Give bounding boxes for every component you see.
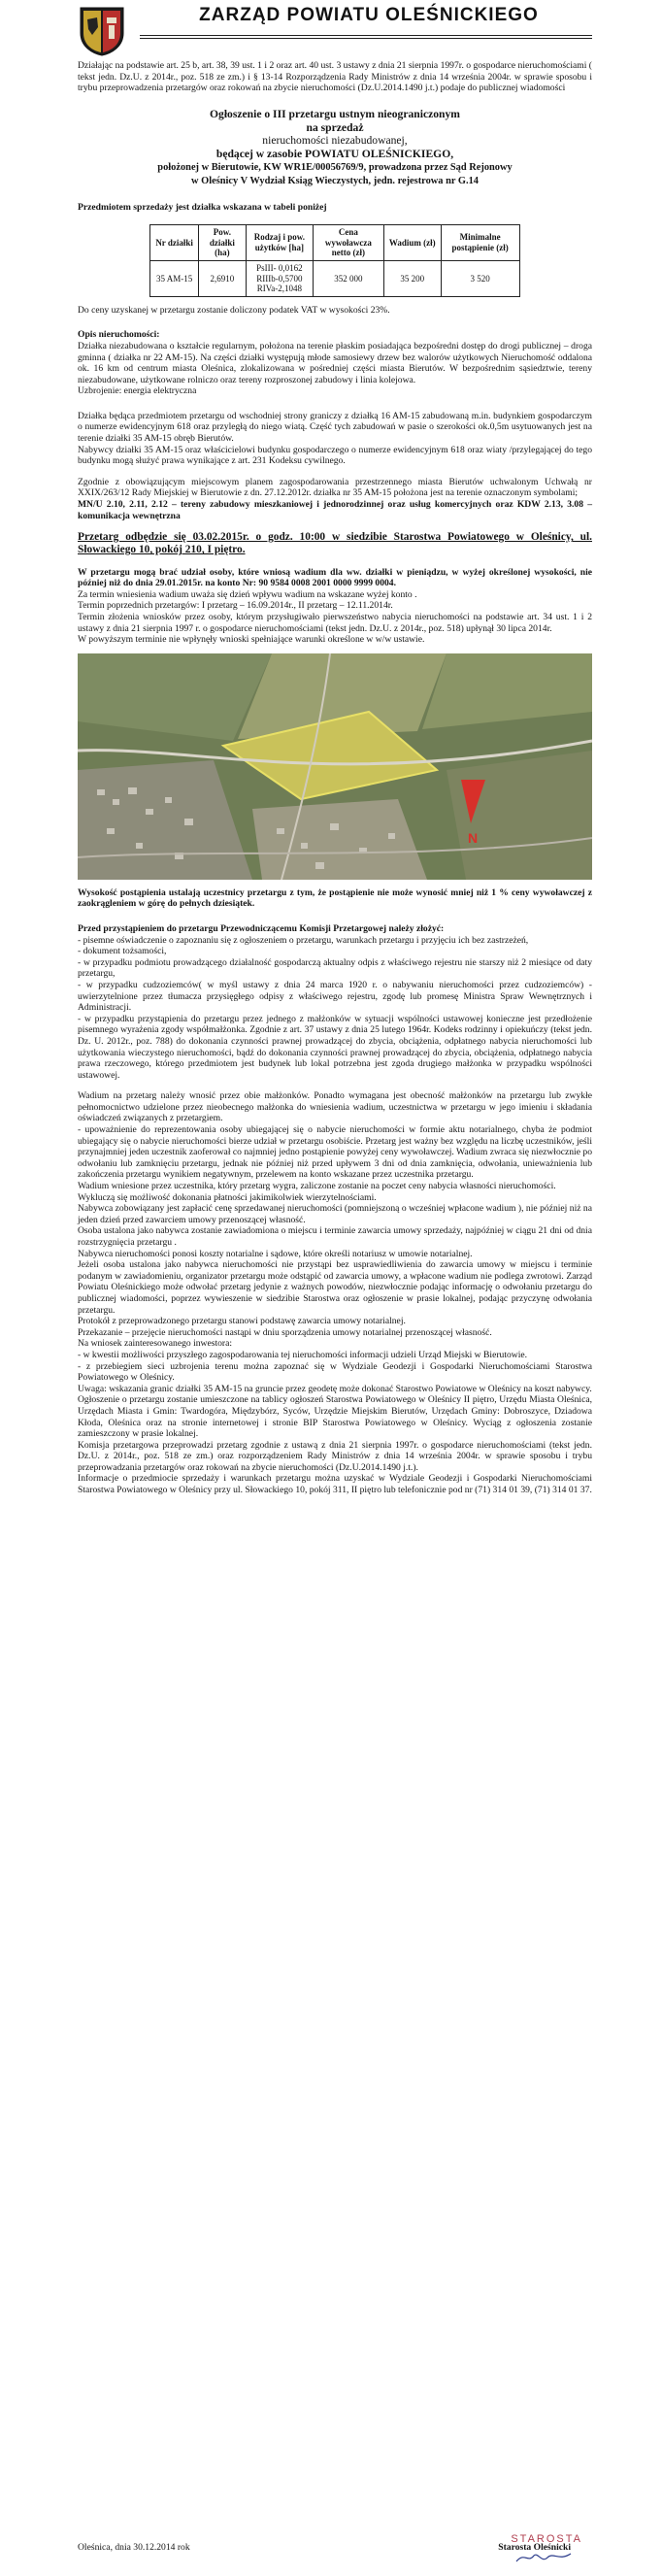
- priority-claims: Termin złożenia wniosków przez osoby, którym przysługiwało pierwszeństwo nabycia nieruchomości na podstawie art. 34 ust. 1 i 2 ustawy z dnia 21 sierpnia 1997 r. o gospodarce nieruchomościami (tekst jedn. Dz.U. z 2014r., poz. 518) upłynął 30 lipca 2014r.: [78, 612, 592, 634]
- documents-heading: Przed przystąpieniem do przetargu Przewodniczącemu Komisji Przetargowej należy złożyć:: [78, 922, 445, 934]
- table-header-cell: Wadium (zł): [383, 225, 441, 261]
- header-title: ZARZĄD POWIATU OLEŚNICKIEGO: [199, 5, 539, 25]
- rule-paragraph: Informacje o przedmiocie sprzedaży i warunkach przetargu można uzyskać w Wydziale Geodezji i Gospodarki Nieruchomościami Starostwa Powiatowego w Oleśnicy przy ul. Słowackiego 10, pokój 311, II piętro lub telefonicznie pod nr (71) 314 01 39, (71) 314 01 37.: [78, 1473, 592, 1496]
- rule-paragraph: Komisja przetargowa przeprowadzi przetarg zgodnie z ustawą z dnia 21 sierpnia 1997r. o gospodarce nieruchomościami (tekst jedn. Dz.U. z 2014r., poz. 518 ze zm.) oraz rozporządzeniem Rady Ministrów z dnia 14 września 2004r. w sprawie sposobu i trybu przeprowadzania przetargów oraz rokowań na zbycie nieruchomości (Dz.U.2014.1490 j.t.).: [78, 1439, 592, 1473]
- zoning-plan: Zgodnie z obowiązującym miejscowym planem zagospodarowania przestrzennego miasta Bierutów uchwalonym Uchwałą nr XXIX/263/12 Rady Miejskiej w Bierutowie z dn. 27.12.2012r. działka nr 35 AM-15 położona jest na terenie oznaczonym symbolami;: [78, 476, 592, 499]
- vat-note: Do ceny uzyskanej w przetargu zostanie doliczony podatek VAT w wysokości 23%.: [78, 304, 390, 316]
- rule-paragraph: Protokół z przeprowadzonego przetargu stanowi podstawę zawarcia umowy notarialnej.: [78, 1316, 406, 1327]
- rule-paragraph: - z przebiegiem sieci uzbrojenia terenu można zapoznać się w Wydziale Geodezji i Gospodarki Nieruchomościami Starostwa Powiatowego w Oleśnicy.: [78, 1360, 592, 1384]
- bid-step: Wysokość postąpienia ustalają uczestnicy przetargu z tym, że postąpienie nie może wynosić mniej niż 1 % ceny wywoławczej z zaokrągleniem w górę do pełnych dziesiątek.: [78, 887, 592, 910]
- rule-paragraph: Wadium na przetarg należy wnosić przez obie małżonków. Ponadto wymagana jest obecność małżonków na przetargu lub zwykłe pełnomocnictwo udzielone przez nieobecnego małżonka do wniesienia wadium, uczestnictwa w przetargu w jego imieniu i składania oświadczeń związanych z przetargiem.: [78, 1090, 592, 1124]
- document-footer: [78, 2533, 592, 2567]
- header-divider: [140, 35, 592, 36]
- plot-uses: [246, 260, 313, 296]
- previous-auctions: Termin poprzednich przetargów: I przetarg – 16.09.2014r., II przetarg – 12.11.2014r.: [78, 600, 393, 612]
- rule-paragraph: Na wniosek zainteresowanego inwestora:: [78, 1338, 233, 1350]
- rule-paragraph: Osoba ustalona jako nabywca zostanie zawiadomiona o miejscu i terminie zawarcia umowy sprzedaży, najpóźniej w ciągu 21 dni od dnia rozstrzygnięcia przetargu .: [78, 1225, 592, 1248]
- list-item: - w przypadku przystąpienia do przetargu przez jednego z małżonków w sytuacji wspólności ustawowej konieczne jest przedłożenie pisemnego wyrażenia zgody współmałżonka. Zgodnie z art. 37 ustawy z dnia 25 lutego 1964r. Kodeks rodzinny i opiekuńczy (tekst jedn. Dz. U. 2012r., poz. 788) do dokonania czynności prawnej prowadzącej do zbycia, obciążenia, odpłatnego nabycia nieruchomości lub użytkowania wieczystego nieruchomości, bądź do dokonania czynności prawnej prowadzącej do zbycia, obciążenia, odpłatnego nabycia prawa rzeczowego, którego przedmiotem jest budynek lub lokal potrzebna jest zgoda drugiego małżonka w przypadku wspólności ustawowej.: [78, 1013, 592, 1081]
- table-header-row: [150, 225, 519, 261]
- announcement-line: będącej w zasobie POWIATU OLEŚNICKIEGO,: [215, 148, 454, 161]
- table-header-cell: Rodzaj i pow. użytków [ha]: [246, 225, 313, 261]
- subject-line: Przedmiotem sprzedaży jest działka wskazana w tabeli poniżej: [78, 201, 327, 213]
- zoning-symbols: MN/U 2.10, 2.11, 2.12 – tereny zabudowy mieszkaniowej i jednorodzinnej oraz usług komercyjnych oraz KDW 2.13, 3.08 – komunikacja wewnętrzna: [78, 499, 592, 521]
- description: Działka niezabudowana o kształcie regularnym, położona na terenie płaskim posiadająca bezpośredni dostęp do drogi publicznej – droga gminna ( działka nr 22 AM-15). Na części działki występują młode samosiewy drzew bez walorów użytkowych Nieruchomość oddalona ok. 16 km od centrum miasta Oleśnica, zlokalizowana w pośredniej części miasta Bierutów. W bezpośrednim sąsiedztwie, tereny niezabudowane, użytkowane rolniczo oraz tereny rozproszonej zabudowy i linia kolejowa.: [78, 340, 592, 385]
- rule-paragraph: Uwaga: wskazania granic działki 35 AM-15 na gruncie przez geodetę może dokonać Starostwo Powiatowe w Oleśnicy na koszt nabywcy.: [78, 1383, 592, 1394]
- legal-basis: Działając na podstawie art. 25 b, art. 38, 39 ust. 1 i 2 oraz art. 40 ust. 3 ustawy z dnia 21 sierpnia 1997r. o gospodarce nieruchomościami ( tekst jedn. Dz.U. z 2014r., poz. 518 ze zm.) i § 13-14 Rozporządzenia Rady Ministrów z dnia 14 września 2004r. w sprawie sposobu i trybu przeprowadzenia przetargów oraz rokowań na zbycie nieruchomości (Dz.U.2014.1490 j.t.) podaje do publicznej wiadomości: [78, 60, 592, 94]
- rule-paragraph: Ogłoszenie o przetargu zostanie umieszczone na tablicy ogłoszeń Starostwa Powiatowego w Oleśnicy II piętro, Urzędu Miasta Oleśnica, Urzędach Miasta i Gmin: Twardogóra, Międzybórz, Syców, Urzędzie Miejskim Bierutów, Urzędach Gminy: Dobroszyce, Dziadowa Kłoda, Oleśnica oraz na stronie internetowej i stronie BIP Starostwa Powiatowego w Oleśnicy. Wyciąg z ogłoszenia zostanie zamieszczony w prasie lokalnej.: [78, 1394, 592, 1440]
- plot-number: 35 AM-15: [150, 260, 199, 296]
- minimum-step: 3 520: [441, 260, 519, 296]
- official-stamp: STAROSTA: [511, 2533, 582, 2545]
- auction-date: Przetarg odbędzie się 03.02.2015r. o godz. 10:00 w siedzibie Starostwa Powiatowego w Oleśnicy, ul. Słowackiego 10, pokój 210, I piętro.: [78, 531, 592, 556]
- announcement-line: na sprzedaż: [306, 120, 364, 134]
- rule-paragraph: Wykluczą się możliwość dokonania płatności jakimikolwiek wierzytelnościami.: [78, 1191, 377, 1203]
- plot-use: PsIII- 0,0162: [256, 262, 303, 273]
- rule-paragraph: Wadium wniesione przez uczestnika, który przetarg wygra, zaliczone zostanie na poczet ceny nabycia własności nieruchomości.: [78, 1181, 556, 1192]
- aerial-map-image: [78, 653, 592, 880]
- plot-use: RIVa-2,1048: [256, 284, 303, 294]
- list-item: - dokument tożsamości,: [78, 946, 167, 957]
- plots-table: [149, 224, 519, 297]
- aerial-map: [78, 653, 592, 880]
- signature-icon: [514, 2550, 573, 2565]
- list-item: - w przypadku cudzoziemców( w myśl ustawy z dnia 24 marca 1920 r. o nabywaniu nieruchomości przez cudzoziemców) - uwierzytelnione przez tłumacza przysięgłego odpisy z właściwego rejestru, zgodę lub promesę Ministra Spraw Wewnętrznych i Administracji.: [78, 979, 592, 1014]
- plot-area: 2,6910: [198, 260, 246, 296]
- deposit-amount: 35 200: [383, 260, 441, 296]
- table-header-cell: Cena wywoławcza netto (zł): [313, 225, 383, 261]
- description-rights: Nabywcy działki 35 AM-15 oraz właścicielowi budynku gospodarczego o numerze ewidencyjnym 618 oraz wiaty /przylegającej do tego budynku mogą służyć prawa wynikające z art. 231 Kodeksu cywilnego.: [78, 444, 592, 467]
- rule-paragraph: Nabywca zobowiązany jest zapłacić cenę sprzedawanej nieruchomości (pomniejszoną o wcześniej wpłacone wadium ), nie później niż na jeden dzień przed zawarciem umowy przenoszącej własność.: [78, 1203, 592, 1225]
- priority-claims-note: W powyższym terminie nie wpłynęły wnioski spełniające warunki określone w w/w ustawie.: [78, 634, 425, 646]
- county-crest-icon: [79, 6, 125, 56]
- announcement-line: nieruchomości niezabudowanej,: [262, 134, 408, 148]
- rule-paragraph: - w kwestii możliwości przyszłego zagospodarowania tej nieruchomości informacji udzieli Urząd Miejski w Bierutowie.: [78, 1349, 528, 1360]
- starting-price: 352 000: [313, 260, 383, 296]
- place-and-date: Oleśnica, dnia 30.12.2014 rok: [78, 2542, 190, 2553]
- announcement-heading: [78, 108, 592, 188]
- table-header-cell: Nr działki: [150, 225, 199, 261]
- rule-paragraph: Nabywca nieruchomości ponosi koszty notarialne i sądowe, które określi notariusz w umowie notarialnej.: [78, 1248, 473, 1259]
- table-header-cell: Minimalne postąpienie (zł): [441, 225, 519, 261]
- table-header-cell: Pow. działki (ha): [198, 225, 246, 261]
- rule-paragraph: Przekazanie – przejęcie nieruchomości nastąpi w dniu sporządzenia umowy notarialnej przenoszącej własność.: [78, 1326, 492, 1338]
- description-neighbour: Działka będąca przedmiotem przetargu od wschodniej strony graniczy z działką 16 AM-15 zabudowaną m.in. budynkiem gospodarczym o numerze ewidencyjnym 618 oraz przyległą do niego wiatą. Część tych zabudowań w pasie o szerokości ok.0,5m usytuowanych jest na terenie działki 35 AM-15 obręb Bierutów.: [78, 410, 592, 445]
- plot-use: RIIIb-0,5700: [256, 273, 303, 284]
- letterhead: [78, 0, 592, 60]
- announcement-line: w Oleśnicy V Wydział Ksiąg Wieczystych, jedn. rejestrowa nr G.14: [191, 175, 479, 186]
- table-row: [150, 260, 519, 296]
- rule-paragraph: - upoważnienie do reprezentowania osoby ubiegającej się o nabycie nieruchomości w formie aktu notarialnego, chyba że podmiot ubiegający się o nabycie nieruchomości bierze udział w przetargu osobiście. Przetarg jest ważny bez względu na liczbę uczestników, jeśli przynajmniej jeden uczestnik zaoferował co najmniej jedno postąpienie powyżej ceny wywoławczej. Wadium zwraca się niezwłocznie po odwołaniu lub zamknięciu przetargu, jednak nie później niż przed upływem 3 dni od dnia zamknięcia, odwołania, unieważnienia lub zakończenia przetargu wynikiem negatywnym, przelewem na konto wskazane przez uczestnika przetargu.: [78, 1124, 592, 1181]
- description-heading: Opis nieruchomości:: [78, 329, 160, 341]
- rule-paragraph: Jeżeli osoba ustalona jako nabywca nieruchomości nie przystąpi bez usprawiedliwienia do zawarcia umowy w miejscu i terminie podanym w zawiadomieniu, organizator przetargu może odstąpić od zawarcia umowy, a wpłacone wadium nie podlega zwrotowi. Zarząd Powiatu Oleśnickiego może odwołać przetarg jedynie z ważnych powodów, niezwłocznie podając informację o odwołaniu przetargu do publicznej wiadomości, poprzez wywieszenie w siedzibie Starostwa oraz ogłoszenie w prasie lokalnej, podając przyczynę odwołania przetargu.: [78, 1259, 592, 1316]
- header-divider-thin: [140, 38, 592, 39]
- announcement-line: położonej w Bierutowie, KW WR1E/00056769/9, prowadzona przez Sąd Rejonowy: [157, 161, 513, 173]
- deposit-requirement: W przetargu mogą brać udział osoby, które wniosą wadium dla ww. działki w pieniądzu, w wyżej określonej wysokości, nie później niż do dnia 29.01.2015r. na konto Nr: 90 9584 0008 2001 0000 9999 0004.: [78, 566, 592, 589]
- equipment: Uzbrojenie: energia elektryczna: [78, 385, 197, 397]
- announcement-line: Ogłoszenie o III przetargu ustnym nieograniczonym: [210, 107, 460, 120]
- list-item: - pisemne oświadczenie o zapoznaniu się z ogłoszeniem o przetargu, warunkach przetargu i przyjęciu ich bez zastrzeżeń,: [78, 934, 529, 946]
- north-label: N: [468, 829, 479, 846]
- signature-title: Starosta Oleśnicki: [498, 2542, 571, 2553]
- deposit-note: Za termin wniesienia wadium uważa się dzień wpływu wadium na wskazane wyżej konto .: [78, 588, 417, 600]
- list-item: - w przypadku podmiotu prowadzącego działalność gospodarczą aktualny odpis z właściwego rejestru nie starszy niż 2 miesiące od daty przetargu,: [78, 956, 592, 980]
